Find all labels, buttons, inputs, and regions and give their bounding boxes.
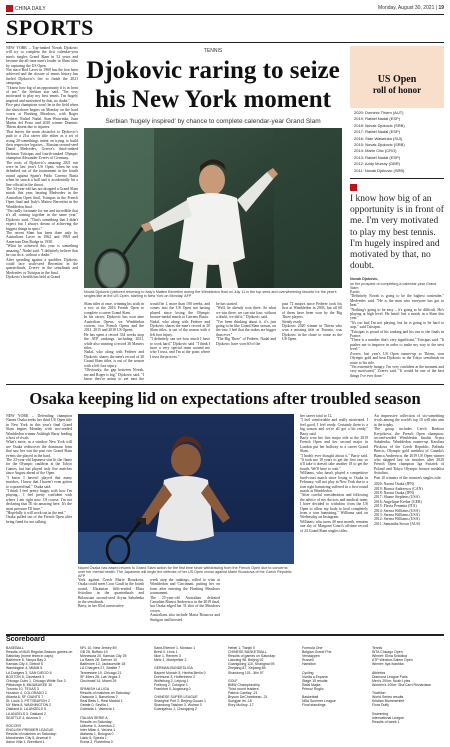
list-item: 2017: Sloane Stephens (USA) <box>374 495 420 500</box>
djokovic-subhead: Serbian 'hugely inspired' by chance to complete calendar-year Grand Slam <box>105 118 321 125</box>
djokovic-headline <box>84 56 342 114</box>
djokovic-headline-line-1: Djokovic raring to seize <box>86 57 340 84</box>
sidebar-rule <box>350 178 444 179</box>
djokovic-photo <box>84 128 342 288</box>
osaka-article-column-5: her career total to 12. "I feel comfortable and really motivated. I feel good, I feel ready. Certainly there is a big season and we're all got a bit ready," Barty said. Barty won her first major title at the 2019 French Open and her second major in London put her halfway to a career Grand Slam. "I hadn't ever thought about it," Barty said. "It took me 18 years to get the first one, so it'll take it doesn't take another 18 to get the fourth. We'll have to wait." Williams, who hasn't played a competitive hard-court match since losing to Osaka in February, will not play in New York due to a torn right hamstring suffered in a first-round match at Wimbledon. "After careful consideration and following the advice of my doctors and medical team, I have decided to withdraw from the US Open to allow my body to heal completely from a torn hamstring," Williams said on Wednesday on Instagram. Williams, who turns 40 next month, remains one shy of Margaret Court's all-time record of 24 Grand Slam singles titles. <box>300 414 368 533</box>
list-item: 2012: Serena Williams (USA) <box>374 517 420 522</box>
publication-label: CHINA DAILY <box>15 5 46 12</box>
list-item: 2013: Serena Williams (USA) <box>374 512 420 517</box>
roll-of-honor-subtitle: roll of honor <box>372 85 422 95</box>
date-label: Monday, August 30, 2021 <box>378 5 435 11</box>
list-item: 2020: Naomi Osaka (JPN) <box>374 482 415 487</box>
list-item: 2011: Samantha Stosur (AUS) <box>374 521 421 526</box>
list-item: 2014: Marin Cilic (CRO) <box>354 148 397 154</box>
list-item: 2012: Andy Murray (GBR) <box>354 161 401 167</box>
page-number: 19 <box>438 5 444 11</box>
list-item: 2016: Stan Wawrinka (SUI) <box>354 135 403 141</box>
djokovic-article-left-column: NEW YORK – Top-ranked Novak Djokovic will try to complete the first calendar-year men's singles Grand Slam in 52 years and become the all-time men's leader in Slam titles by capturing the US Open. Not since Rod Laver in 1969 has the feat been achieved and the closure of tennis history has fueled Djokovic's fire to finish the 2021 campaign. "I know how big of an opportunity it is in front of me," the Serbian star said. "I'm very motivated to play my best tennis. I'm hugely inspired and motivated by that, no doubt." Five past champions won't be in the field when the showdown begins on Monday on the hard courts at Flushing Meadows, with Roger Federer, Rafael Nadal, Stan Wawrinka, Juan Martin del Potro and 2020 winner Dominic Thiem absent due to injuries. That leaves the main obstacles to Djokovic's path to a 21st career title either as a set of rising 20-somethings intent on trying to build their respective legacies – Russian second-seed Daniil Medvedev, Greece's third-ranked Stefanos Tsitsipas and fourth-ranked Olympic champion Alexander Zverev of Germany. The roots of Djokovic's amazing 2021 run were in last year's US Open, when he was defaulted out of the tournament in the fourth round against Spain's Pablo Carreno Busta when he struck a ball and it accidentally hit a line official in the throat. The 34-year-old has not dropped a Grand Slam match this year, beating Medvedev in the Australian Open final, Tsitsipas in the French Open final and Italy's Matteo Berrettini in the Wimbledon final. "I'm really fortunate for me and incredible that it's all coming together in the same year," Djokovic said. "That's something that I didn't expect but I always dream of achieving the biggest things in sport." The recent Slam has been done only by Australians Laver in 1962 and 1969 and American Don Budge in 1938. "What he achieved this year is something amazing," Nadal said. "I definitely believe that he can do it, without a doubt." After spending against a qualifier, Djokovic could face sixth-seed Berrettini in the quarterfinals, Zverev in the semifinals and Medvedev or Tsitsipas in the final. Djokovic's health has held at Grand <box>6 46 78 280</box>
roll-of-honor-header <box>350 46 444 108</box>
list-item: 2020: Dominic Thiem (AUT) <box>354 110 404 115</box>
list-item: 2014: Serena Williams (USA) <box>374 508 420 513</box>
pull-quote-attribution: on the prospect of completing a calendar-year Grand Slam <box>350 281 437 290</box>
pull-quote <box>350 184 444 290</box>
osaka-photo <box>78 414 294 564</box>
osaka-article-column-6-text: An impressive collection of six-something rivals among the world's top 10 will also aim at the trophy. The group includes Czech Barbora Krejcikova, the French Open champion; second-seeded Wimbledon finalist Aryna Sabalenka, Wimbledon runner-up Karolina Pliskova of the Czech Republic, Belinda Bencic, Olympic gold medalist of Canada's Bianca Andreescu, the 2019 US Open winner who skipped last six matches after 2020 French Open champion Iga Swiatek of Poland and Tokyo Olympic bronze medalist Svitolina. Past 10 winners of the women's singles title: <box>374 414 444 480</box>
list-item: 2019: Bianca Andreescu (CAN) <box>374 486 423 491</box>
pull-quote-author: Novak Djokovic, <box>350 277 379 282</box>
djokovic-article-right-column: Exotic "Definitely Novak is going to be the highest contender," Medvedev said. "He is the man who everyone has got to beat." "Nothing's going to be easy – it's going to be difficult. He's playing at high level. He hasn't lost a match in a Slam this year." "It's too bad I'm not playing, but he is going to be hard to stop," said Tsitsipas. "Tsitsipas is proud of his ranking and his run to the finals in France. "There is a number that's very significant," Tsitsipas said. "It pushes me to improve in order to make my way to the next level." Zverev, last year's US Open runner-up to Thiem, won Olympic gold and beat Djokovic in the Tokyo semifinals en route to his title. "I'm extremely hungry. I'm very confident at the moment and very motivated," Zverev said. "It would be one of the best things I've ever done." <box>350 290 444 378</box>
osaka-article-column-1: NEW YORK – Defending champion Naomi Osaka seeks her third US Open title in New York in this year's final Grand Slam begins Monday with two-seeded Wimbledon winner Ashleigh Barty leading a host of rivals. What's more, as a window New York will see Osaka rediscover the dominant form that saw her win the past two Grand Slam events she played in the hard. The 23-year-old Japanese star lit the flame for the Olympic cauldron at the Tokyo Games, but has played only five matches since August ahead of the Open. "I know I haven't played that many matches, I know that I haven't even gotten to a quarterfinal," Osaka said. "I think I feel pretty happy with how I'm playing... I feel pretty confident with where I am right now. Of course, I'm not declaring that I'll do amazing here. It's the most pressure I'll have." "Hopefully it will work out in the end." Osaka pulled out of the French Open after being fined for not talking <box>6 414 72 524</box>
quote-marker-icon <box>350 184 357 191</box>
roll-of-honor-list <box>354 110 444 174</box>
djokovic-article-column-5: past 72 majors since Federer took his first at Wimbledon in 2003, but all 60 of them have been won by the Big Three players. Steady ready Djokovic 2020 winner in Thiem who won a missing title at Toronto, was Djokovic in the chase to come as the US Open. <box>282 302 342 342</box>
scoreboard-column-1: BASEBALL Results of MLB Regular-Season games on Saturday (home team in caps): Baltimore 8, Tampa Bay 2 Kansas City 4, Detroit 5 Washington 4, MIAMI 5 LA Dodgers 3, SAN DIEGO 6 BOSTON 5, Cleveland 3 Chicago Cubs 1, Chicago White Sox 3 Pittsburgh 8, MILWAUKEE 10 Toronto 10, TEXAS 3 Houston 4, COLORADO 2 Atlanta 6, SF GIANTS 7 St. Louis 3, PITTSBURGH 2 NY Mets 8, WASHINGTON 2 Oakland 6, LA ANGELS 5 LA ANGELS 3, Oakland 2 SEATTLE 4, Arizona 0 SOCCER ENGLISH PREMIER LEAGUE Results of matches on Saturday: Manchester City 5, Arsenal 0 Aston Villa 1, Brentford 1 <box>6 646 73 744</box>
scoreboard-column-2: NFL 10, New Jersey 89 GB 28, Buffalo 19 Minnesota 20, Kansas City 25 La Rams 28, Denver 10 Baltimore 13, Jacksonville 18 LA Chargers 27, Seattle 7 Tennessee 10, Chicago 21 SF 49ers 28, Las Vegas 3 Cincinnati 14, Miami 29 SPANISH LA LIGA Results of matches on Saturday: Osasuna 1, Barcelona 2 Real Betis 1, Real Madrid 1 Getafe 0, Sevilla 1 Granada 1, Valencia 1 ITALIAN SERIE A Results on Saturday: Udinese 0, Juventus 2 Inter Milan 4, Verona 1 Atalanta 1, Bologna 0 Lazio 6, Spezia 1 Roma 2, Fiorentina 0 <box>80 646 131 744</box>
djokovic-photo-illustration <box>84 128 342 288</box>
list-item: 2013: Rafael Nadal (ESP) <box>354 154 401 160</box>
osaka-article-column-4: week atop the rankings, rolled to wins at Wimbledon and Cincinnati, putting her on form after entering the Flushing Meadows tournament. The 25-year-old Australian defeated Canadian Bianca Andreescu in the 2019 final, but Osaka edged her 31 shot of the Meadows crown. Australians also include Maria Bouzova and Stuttgart and boosted <box>150 578 220 622</box>
date-and-page: Monday, August 30, 2021 | 19 <box>378 5 444 11</box>
list-item: 2011: Novak Djokovic (SRB) <box>354 167 405 173</box>
scoreboard-column-6: Tennis WTA Chicago Open Winner: Elina Svitolina ATP Winston-Salem Open Winner: Ilya Ivashka Athletics Diamond League Paris Men's 200m: Noah Lyles Women's 100m: Sha'Carri Richardson Triathlon World Series results Kristian Blummenfelt Flora Duffy Swimming International League Results of week 1 <box>372 646 432 724</box>
list-item: 2019: Rafael Nadal (ESP) <box>354 116 401 122</box>
djokovic-article-column-2: Slam titles at once, winning his sixth in a row at the 2016 French Open to complete a career Grand Slam. In his career, Djokovic has won nine Australian Opens, six Wimbledon crowns, two French Opens and the 2011, 2015 and 2018 US Opens. He has spent a record 334 weeks atop the ATP rankings, including 2021, while also winning a record 36 Masters titles. Nadal, who along with Federer and Djokovic shares the men's record of 20 Grand Slam titles, is out of the season with a left foot injury. "Obviously, the gap between Novak, me and Roger is big," Djokovic said. "I know they're going to get past the <box>84 302 144 380</box>
story-divider <box>6 384 444 385</box>
list-item: 2018: Novak Djokovic (SRB) <box>354 122 405 128</box>
page-header <box>6 3 444 13</box>
pull-quote-text: I know how big of an opportunity is in front of me. I'm very motivated to play my best tennis. I'm hugely inspired and motivated by that, no doubt. <box>350 194 444 272</box>
us-open-women-winners-list <box>374 482 444 526</box>
roll-of-honor-title: US Open <box>377 74 417 85</box>
djokovic-headline-line-2: his New York moment <box>95 86 331 113</box>
osaka-photo-caption: Naomi Osaka has eased returns to Grand Slam action for the first time since withdrawing from the French Open due to concerns over her mental health. The Japanese will begin the defense of her US Open crown against Marie Bouzkova of the Czech Republic. AFP <box>78 566 293 579</box>
list-item: 2017: Rafael Nadal (ESP) <box>354 129 401 135</box>
section-rule <box>6 42 444 43</box>
osaka-article-column-3: York against Czech Marie Bouzkova, Osaka could meet Coco Gauff in the fourth round, Ukrainian fifth-seeded Elina Svitolina in the quarterfinals and Belarusian second-seed Aryna Sabalenka in the semifinals. Barty, in her 83rd consecutive <box>78 578 144 609</box>
section-title: SPORTS <box>6 15 94 40</box>
osaka-photo-illustration <box>78 414 294 564</box>
list-item: 2016: Angelique Kerber (GER) <box>374 499 422 504</box>
scoreboard-rule <box>6 634 444 636</box>
list-item: 2015: Flavia Pennetta (ITA) <box>374 504 417 509</box>
djokovic-kicker: TENNIS <box>203 48 223 54</box>
djokovic-article-column-3: would be 1, more than 100 weeks, and comes into the US Open not having played since losing the Olympic bronze-medal match to Carreno Busta. Nadal, who along with Federer and Djokovic shares the men's record at 20 Slam titles, is out of the season with a left foot injury. "I definitely can see how much I have to work hard," Djokovic said. "I think I have a very special team around me who I trust, and I'm at the point where I trust the process." <box>150 302 210 359</box>
djokovic-photo-caption: Novak Djokovic (pictured returning to Italy's Matteo Berrettini during the Wimbledon final on July 11 in the top seed and overwhelming favorite for the year's singles title at the US Open, starting in New York on Monday. AFP <box>84 290 337 299</box>
scoreboard-title: Scoreboard <box>6 636 45 643</box>
scoreboard-column-4: Hebei 1, Tianjin 0 CHINESE BASKETBALL Results of games on Saturday: Liaoning 98, Beijing 92 Guangdong 110, Shanghai 95 Zhejiang 87, Xinjiang 85 Shandong 101, Jilin 97 GOLF BMW Championship Third round leaders: Patrick Cantlay -21 Bryson DeChambeau -21 Sungjae Im -18 Rory McIlroy -17 <box>228 646 276 708</box>
publication-logo-icon <box>6 5 13 12</box>
djokovic-article-column-4: he has started. "Well, he already won three. So what we win there, we can win four, without a doubt, we did it," Djokovic said. "I've been thinking about it, it's just going to be like Grand Slam season, on the tour. I feel that the stakes are bigger than ever." "The Big Three" of Federer, Nadal and Djokovic have won 60 of the <box>216 302 276 346</box>
publication-name <box>6 5 46 12</box>
osaka-headline: Osaka keeping lid on expectations after troubled season <box>29 389 421 408</box>
list-item: 2015: Novak Djokovic (SRB) <box>354 142 405 148</box>
osaka-article-column-6 <box>374 414 444 630</box>
scoreboard-column-3: Saint-Etienne 1, Monaco 1 Brest 0, Lens 1 Nice 1, Rennes 3 Metz 1, Montpellier 2 GERMAN BUNDESLIGA Bayern Munich 5, Hertha Berlin 0 Dortmund 3, Hoffenheim 2 Wolfsburg 2, Leipzig 1 Freiburg 2, Cologne 1 Frankfurt 0, Augsburg 0 CHINESE SUPER LEAGUE Shanghai Port 2, Beijing Guoan 1 Shandong Taishan 3, Wuhan 0 Guangzhou 1, Chongqing 2 <box>154 646 206 712</box>
list-item: 2018: Naomi Osaka (JPN) <box>374 490 415 495</box>
scoreboard-column-5: Formula One Belgian Grand Prix Verstappen Russell Hamilton Cycling Vuelta a Espana Stage 15 results: Rafal Majka Primoz Roglic Basketball NBA Summer League Final standings <box>302 646 336 708</box>
